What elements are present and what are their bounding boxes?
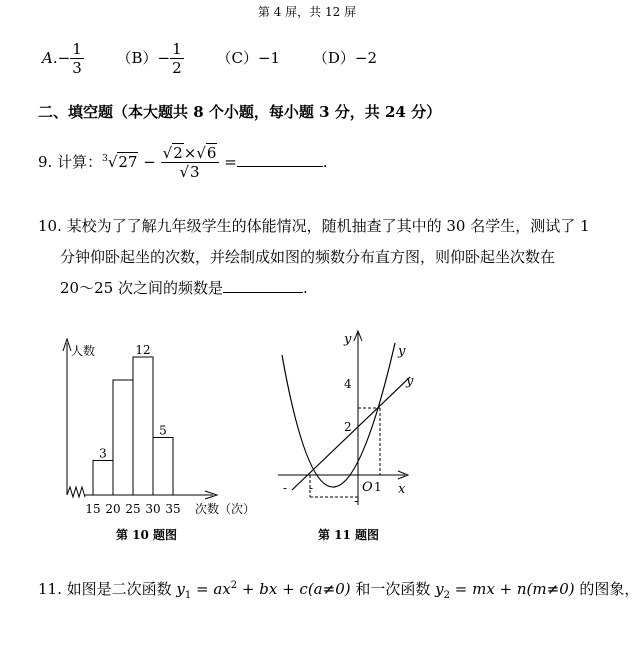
radical-icon: √: [179, 163, 190, 181]
q11-mid: 和一次函数: [350, 580, 436, 598]
q9-den: 3: [190, 163, 200, 181]
q11-y2: y: [435, 580, 444, 598]
option-b-sign: −: [157, 49, 171, 67]
q11-y2-sub: 2: [443, 590, 450, 601]
figure10-caption: 第 10 题图: [116, 528, 178, 542]
curve-label-2: y: [406, 374, 414, 389]
function-graph-figure: [270, 325, 430, 525]
x-axis-label: x: [398, 482, 406, 497]
option-a-sign: −: [57, 49, 71, 67]
parabola-curve: [282, 343, 395, 487]
question-9: 9. 计算：$^3$√27 − $\frac{√2\times√6}{√3}$ = .: [38, 144, 328, 181]
option-b-numerator: 1: [172, 40, 182, 58]
option-c-label: （C）: [216, 49, 258, 67]
q10-line3-text: 20～25 次之间的频数是: [60, 279, 223, 297]
q10-answer-blank[interactable]: [223, 278, 303, 293]
histogram-bar: [153, 438, 173, 496]
page-header: 第 4 屏，共 12 屏: [257, 5, 357, 19]
option-b-fraction: [170, 42, 184, 76]
x-tick-label: 25: [125, 502, 141, 516]
q11-y1-sub: 1: [184, 590, 192, 601]
option-d-value: −2: [354, 49, 377, 67]
curve-label-1: y: [398, 344, 406, 359]
tick-neg-left: -: [283, 481, 288, 495]
q11-prefix: 11. 如图是二次函数: [38, 580, 177, 598]
x-tick-label: 35: [165, 502, 181, 516]
q11-sup2: 2: [230, 580, 238, 591]
option-c-value: −1: [257, 49, 281, 67]
q9-num-b: 6: [206, 144, 217, 162]
q11-eq2: = mx + n(m≠0): [450, 580, 575, 598]
y-axis-label: y: [344, 332, 352, 347]
y-axis-label: 人数: [71, 344, 96, 358]
q11-suffix: 的图象，: [574, 580, 639, 598]
q11-eq1b: + bx + c(a≠0): [237, 580, 351, 598]
q9-equals: =: [224, 153, 237, 171]
option-a-label: A.: [42, 49, 58, 67]
q11-eq1: = ax: [191, 580, 231, 598]
x-tick-label: 20: [105, 502, 121, 516]
bar-data-label: 3: [99, 446, 107, 461]
x-axis-label: 次数（次）: [195, 502, 256, 516]
option-a-denominator: 3: [72, 59, 82, 77]
histogram-bar: [133, 357, 153, 495]
tick-below: -: [354, 494, 359, 508]
origin-label: O: [362, 480, 373, 495]
option-d: [313, 47, 377, 68]
option-d-label: （D）: [312, 49, 355, 67]
q10-line3-end: .: [302, 279, 308, 297]
radical-icon: √: [107, 153, 118, 171]
x-tick-label: 30: [145, 502, 161, 516]
option-a: [42, 42, 84, 76]
section-title: 二、填空题（本大题共 8 个小题，每小题 3 分，共 24 分）: [38, 103, 442, 121]
radical-icon: √: [196, 144, 206, 162]
radical-icon: √: [162, 144, 173, 162]
q8-options: [42, 42, 405, 76]
tick-1: 1: [374, 480, 382, 494]
q9-times: ×: [183, 144, 197, 162]
histogram-bar: [93, 461, 113, 496]
q10-line2: 分钟仰卧起坐的次数，并绘制成如图的频数分布直方图，则仰卧起坐次数在: [60, 248, 556, 266]
tick-neg-right: -: [309, 481, 314, 495]
bar-data-label: 5: [159, 423, 167, 438]
option-a-numerator: 1: [72, 40, 82, 58]
option-b-label: （B）: [116, 49, 158, 67]
question-11: [38, 578, 639, 601]
histogram-bar: [113, 380, 133, 495]
q9-denominator: [161, 163, 220, 180]
option-b: [117, 42, 184, 76]
q9-numerator: [161, 146, 220, 163]
histogram-figure: [55, 325, 265, 525]
option-a-fraction: [70, 42, 84, 76]
bar-data-label: 12: [135, 343, 151, 357]
tick-2: 2: [344, 420, 352, 434]
q9-root-arg: 27: [118, 153, 138, 171]
option-c: [216, 47, 280, 68]
q9-root-index: 3: [102, 154, 108, 164]
x-tick-label: 15: [85, 502, 101, 516]
q9-minus: −: [143, 153, 156, 171]
q11-y1: y: [176, 580, 185, 598]
q9-fraction: [161, 146, 220, 180]
option-b-denominator: 2: [172, 59, 182, 77]
axis-break-icon: [67, 487, 85, 497]
q9-prefix: 9. 计算：: [38, 153, 103, 171]
figure11-caption: 第 11 题图: [318, 528, 380, 542]
q9-num-a: 2: [173, 144, 183, 162]
q10-line3: [60, 277, 308, 298]
q10-line1: 10. 某校为了了解九年级学生的体能情况，随机抽查了其中的 30 名学生，测试了 1: [38, 217, 590, 235]
tick-4: 4: [344, 377, 352, 391]
q9-answer-blank[interactable]: [237, 152, 323, 167]
